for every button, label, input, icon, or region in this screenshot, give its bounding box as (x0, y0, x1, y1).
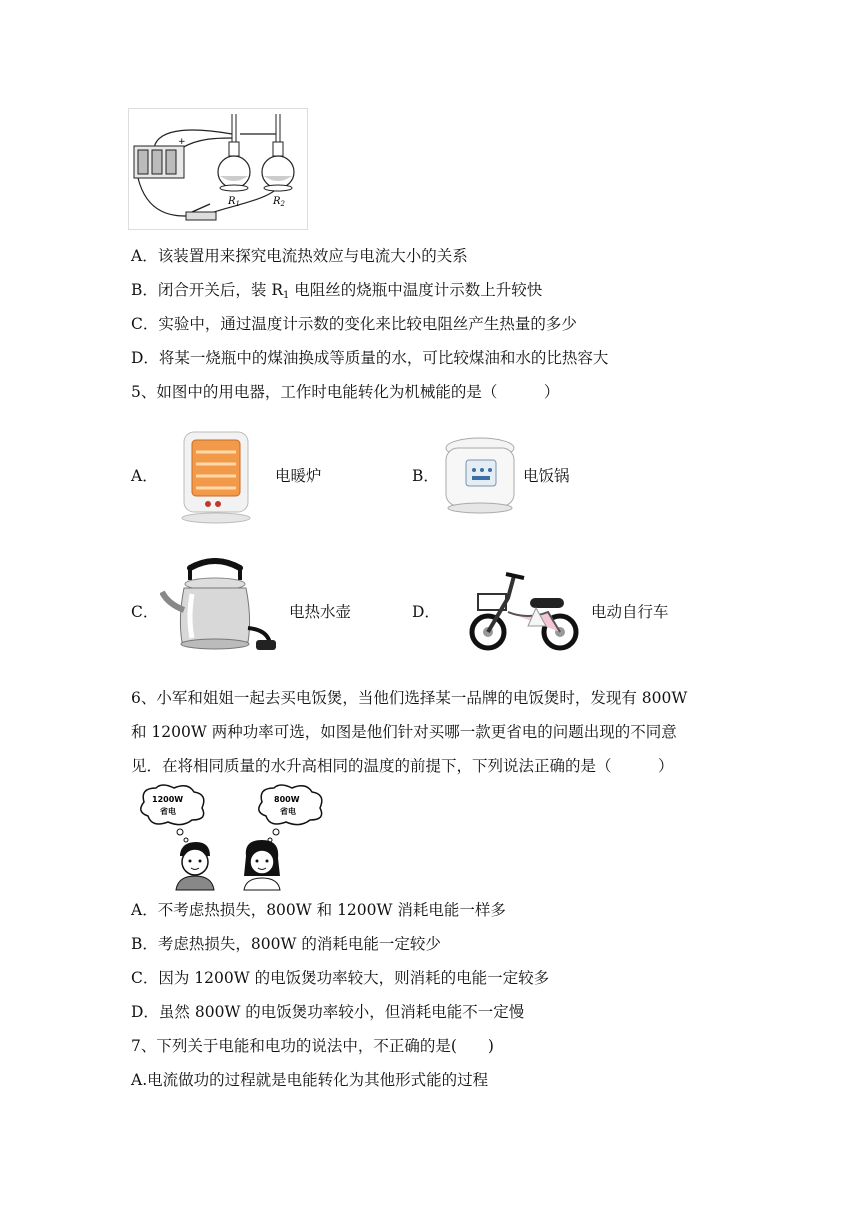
q6-stem-line-3: 见．在将相同质量的水升高相同的温度的前提下，下列说法正确的是（ ） (131, 757, 674, 775)
q4-option-b-sub: 1 (283, 290, 290, 301)
r1-label: R (228, 196, 236, 207)
q5-option-a-caption: 电暖炉 (275, 467, 322, 485)
q5-option-a-letter: A． (131, 467, 158, 485)
q6-option-b: B．考虑热损失，800W 的消耗电能一定较少 (131, 935, 441, 953)
q5-option-c-caption: 电热水壶 (289, 603, 352, 621)
q5-option-b-caption: 电饭锅 (523, 467, 570, 485)
electric-kettle-icon (160, 558, 280, 658)
bubble-right-text: 省电 (280, 807, 296, 816)
thought-bubble-left-icon (141, 785, 204, 842)
boy-icon (176, 842, 214, 890)
bubble-left-power: 1200W (152, 795, 184, 804)
q7-option-a: A.电流做功的过程就是电能转化为其他形式能的过程 (131, 1071, 489, 1089)
r2-sub: 2 (280, 200, 285, 208)
q4-option-b (131, 280, 542, 306)
space-heater-icon (178, 428, 254, 524)
q6-option-a: A．不考虑热损失，800W 和 1200W 消耗电能一样多 (131, 901, 506, 919)
plus-label: + (178, 137, 186, 147)
q4-option-c: C．实验中，通过温度计示数的变化来比较电阻丝产生热量的多少 (131, 315, 577, 333)
thought-bubble-right-icon (259, 785, 322, 842)
q7-stem: 7、下列关于电能和电功的说法中，不正确的是( ) (131, 1037, 494, 1055)
circuit-diagram-figure (128, 108, 308, 230)
q4-option-b-pre: B．闭合开关后，装 R (131, 281, 283, 299)
q4-option-b-post: 电阻丝的烧瓶中温度计示数上升较快 (289, 281, 543, 299)
bubble-left-text: 省电 (160, 807, 176, 816)
r1-sub: 1 (235, 200, 240, 208)
q6-option-d: D．虽然 800W 的电饭煲功率较小，但消耗电能不一定慢 (131, 1003, 525, 1021)
q5-stem: 5、如图中的用电器，工作时电能转化为机械能的是（ ） (131, 383, 560, 401)
bubble-right-power: 800W (274, 795, 300, 804)
q5-option-b-letter: B． (412, 467, 439, 485)
q6-stem-line-2: 和 1200W 两种功率可选，如图是他们针对买哪一款更省电的问题出现的不同意 (131, 723, 677, 741)
q6-cartoon-figure (138, 784, 324, 892)
electric-bicycle-icon (468, 568, 580, 654)
q6-stem-line-1: 6、小军和姐姐一起去买电饭煲，当他们选择某一品牌的电饭煲时，发现有 800W (131, 689, 688, 707)
q5-option-d-caption: 电动自行车 (591, 603, 669, 621)
q4-option-d: D．将某一烧瓶中的煤油换成等质量的水，可比较煤油和水的比热容大 (131, 349, 609, 367)
girl-icon (244, 840, 280, 890)
q5-option-d-letter: D． (412, 603, 440, 621)
battery-icon (134, 146, 184, 178)
r2-label: R (273, 196, 281, 207)
q6-option-c: C．因为 1200W 的电饭煲功率较大，则消耗的电能一定较多 (131, 969, 550, 987)
q4-option-a: A．该装置用来探究电流热效应与电流大小的关系 (131, 247, 468, 265)
q5-option-c-letter: C． (131, 603, 159, 621)
rice-cooker-icon (442, 434, 518, 516)
